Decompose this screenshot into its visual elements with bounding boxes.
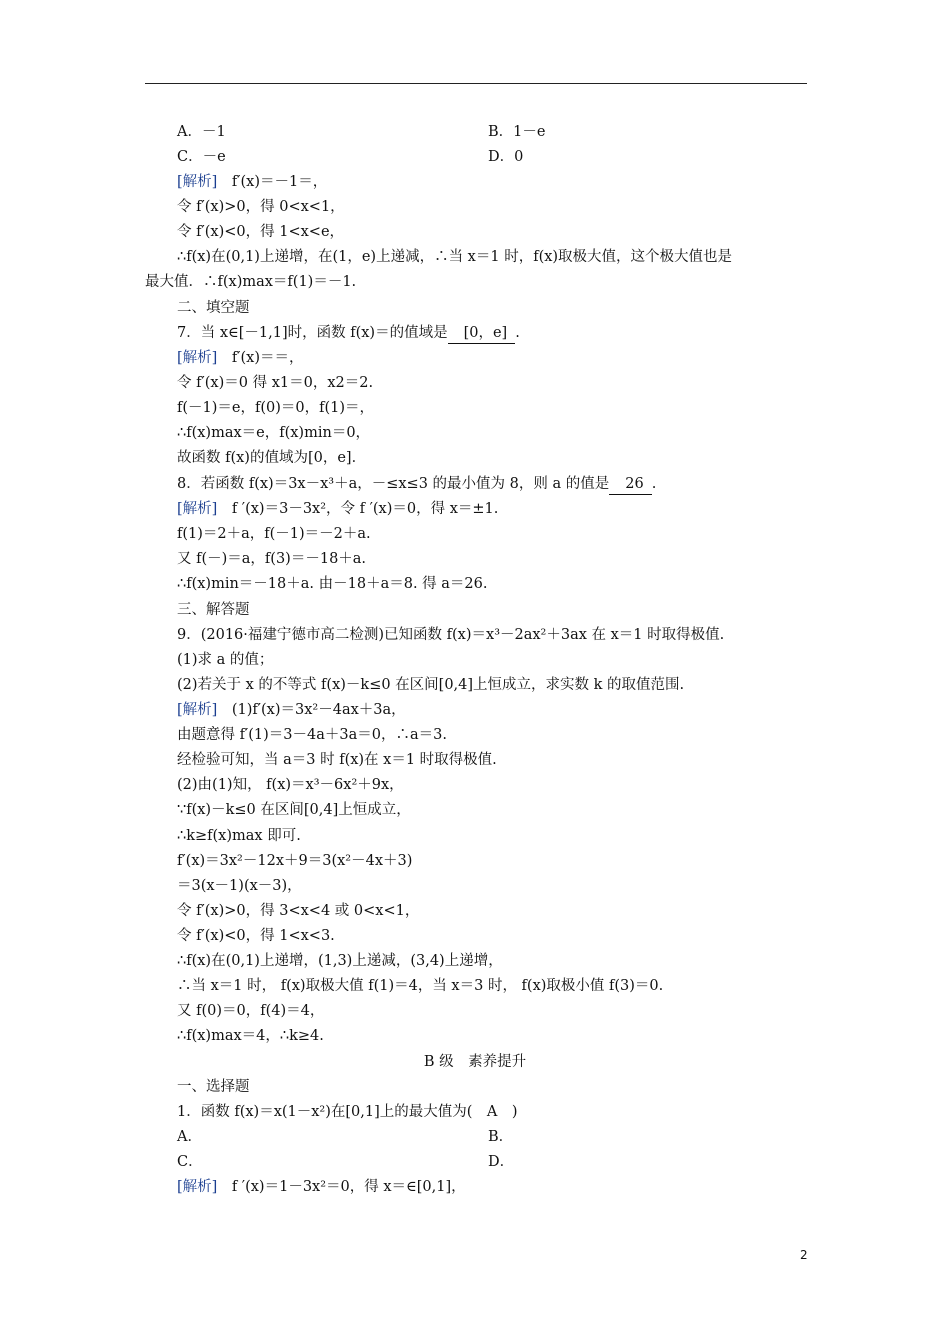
analysis-text: f′(x)＝－1＝， [217,174,328,190]
text-line: f(－1)＝e，f(0)＝0，f(1)＝， [177,400,375,416]
text-line: ∵f(x)－k≤0 在区间[0,4]上恒成立， [177,802,411,818]
text-line: 令 f′(x)>0，得 0<x<1， [177,199,345,215]
text-line: ∴f(x)在(0,1)上递增，在(1，e)上递减，∴当 x＝1 时，f(x)取极大值，这个极大值也是 [177,249,733,265]
option-d: D． [488,1154,515,1170]
analysis-line [177,348,303,368]
page-number: 2 [800,1248,808,1262]
analysis-tag: [解析] [177,1179,218,1195]
option-a: A．－1 [177,124,226,140]
question-7 [177,323,520,344]
analysis-text: (1)f′(x)＝3x²－4ax＋3a， [217,702,406,718]
analysis-line [177,499,498,519]
text-line: 由题意得 f′(1)＝3－4a＋3a＝0，∴a＝3. [177,727,447,743]
text-line: 最大值．∴f(x)max＝f(1)＝－1. [145,274,357,290]
text-line: 又 f(0)＝0，f(4)＝4， [177,1003,325,1019]
level-heading: B 级 素养提升 [423,1054,527,1070]
analysis-tag: [解析] [177,350,218,366]
text-line: ∴f(x)在(0,1)上递增，(1,3)上递减，(3,4)上递增， [177,953,503,969]
option-a: A． [177,1129,202,1145]
section-heading: 三、解答题 [177,602,250,618]
text-line: (1)求 a 的值； [177,652,274,668]
option-c: C． [177,1154,203,1170]
text-line: f′(x)＝3x²－12x＋9＝3(x²－4x＋3) [177,853,413,869]
text-line: ∴k≥f(x)max 即可. [177,828,301,844]
punct: . [515,325,520,341]
question-9: 9．(2016·福建宁德市高二检测)已知函数 f(x)＝x³－2ax²＋3ax 在 x＝1 时取得极值. [177,627,725,643]
text-line: ∴当 x＝1 时， f(x)取极大值 f(1)＝4，当 x＝3 时， f(x)取极小值 f(3)＝0. [177,978,664,994]
answer-blank: 26 [609,474,651,495]
text-line: 令 f′(x)＝0 得 x1＝0，x2＝2. [177,375,374,391]
analysis-line [177,172,327,192]
text-line: f(1)＝2＋a，f(－1)＝－2＋a. [177,526,371,542]
punct: . [651,476,657,492]
text-line: 令 f′(x)>0，得 3<x<4 或 0<x<1， [177,903,420,919]
text-line: 经检验可知，当 a＝3 时 f(x)在 x＝1 时取得极值. [177,752,497,768]
question-text: 8．若函数 f(x)＝3x－x³＋a，－≤x≤3 的最小值为 8，则 a 的值是 [177,476,610,492]
text-line: 令 f′(x)<0，得 1<x<e， [177,224,345,240]
section-heading: 二、填空题 [177,300,250,316]
analysis-tag: [解析] [177,702,218,718]
text-line: 故函数 f(x)的值域为[0，e]． [177,450,367,466]
option-b: B．1－e [488,124,546,140]
text-line: ∴f(x)min＝－18＋a. 由－18＋a＝8. 得 a＝26. [177,576,488,592]
text-line: 令 f′(x)<0，得 1<x<3. [177,928,335,944]
question-8 [177,474,656,495]
analysis-tag: [解析] [177,174,218,190]
analysis-line [177,1177,466,1197]
text-line: (2)由(1)知， f(x)＝x³－6x²＋9x， [177,777,404,793]
analysis-text: f ′(x)＝3－3x²，令 f ′(x)＝0，得 x＝±1. [217,501,499,517]
analysis-tag: [解析] [177,501,218,517]
header-rule [145,83,807,84]
option-d: D．0 [488,149,524,165]
text-line: (2)若关于 x 的不等式 f(x)－k≤0 在区间[0,4]上恒成立，求实数 k 的取值范围. [177,677,685,693]
analysis-text: f′(x)＝＝， [217,350,304,366]
analysis-text: f ′(x)＝1－3x²＝0，得 x＝∈[0,1]， [217,1179,466,1195]
text-line: 又 f(－)＝a，f(3)＝－18＋a. [177,551,367,567]
text-line: ∴f(x)max＝4，∴k≥4. [177,1028,324,1044]
option-c: C．－e [177,149,226,165]
text-line: ∴f(x)max＝e，f(x)min＝0， [177,425,371,441]
option-b: B． [488,1129,514,1145]
text-line: ＝3(x－1)(x－3)， [177,878,302,894]
analysis-line [177,700,406,720]
question-b1: 1．函数 f(x)＝x(1－x²)在[0,1]上的最大值为( A ) [177,1104,518,1120]
answer-blank: [0，e] [448,323,516,344]
section-heading: 一、选择题 [177,1079,250,1095]
question-text: 7．当 x∈[－1,1]时，函数 f(x)＝的值域是 [177,325,448,341]
